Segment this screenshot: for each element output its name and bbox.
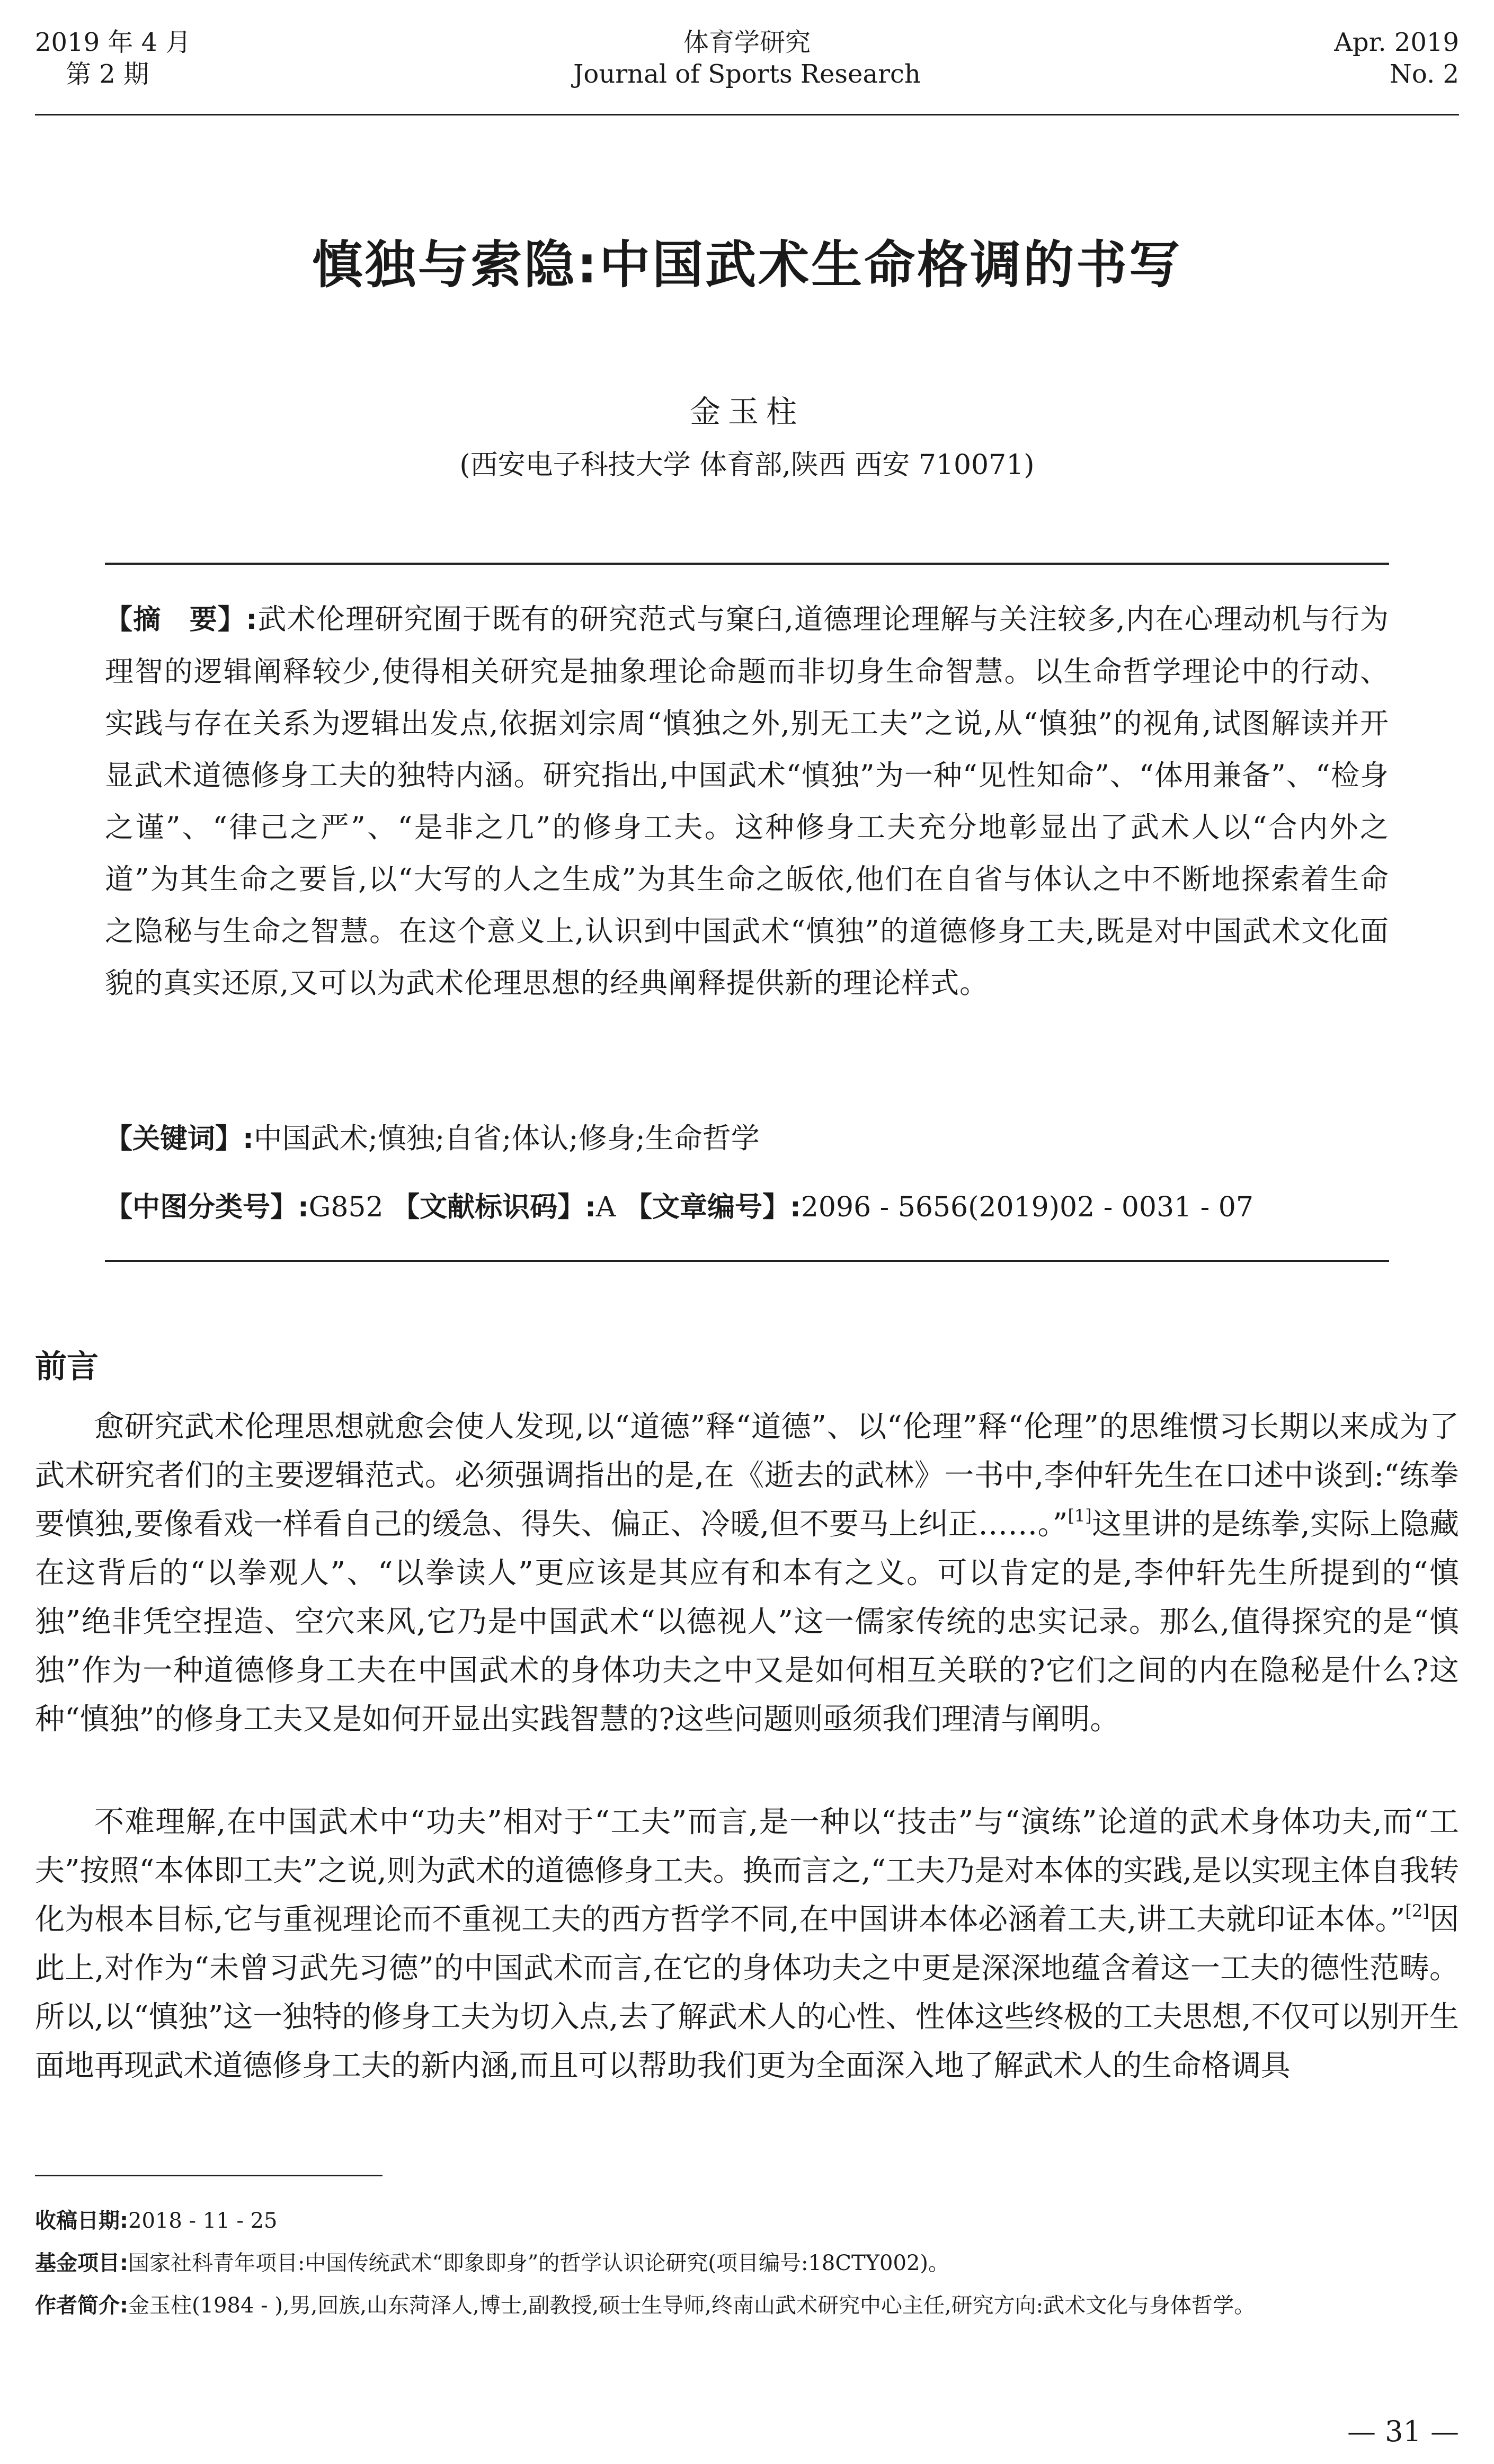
footnote-received <box>35 2204 1459 2238</box>
citation-ref[interactable]: [2] <box>1405 1901 1429 1921</box>
body-paragraph <box>35 1403 1459 1744</box>
fund-text: 国家社科青年项目:中国传统武术“即象即身”的哲学认识论研究(项目编号:18CTY002)。 <box>128 2251 949 2275</box>
doc-code-value: A <box>595 1191 616 1223</box>
journal-name-cn: 体育学研究 <box>683 28 811 57</box>
classification-line <box>105 1181 1389 1233</box>
header-divider <box>35 114 1459 115</box>
fund-label: 基金项目: <box>35 2251 128 2275</box>
paragraph-text: 愈研究武术伦理思想就愈会使人发现,以“道德”释“道德”、以“伦理”释“伦理”的思维惯习长期以来成为了武术研究者们的主要逻辑范式。必须强调指出的是,在《逝去的武林》一书中,李仲轩先生在口述中谈到:“练拳要慎独,要像看戏一样看自己的缓急、得失、偏正、冷暖,但不要马上纠正……。” <box>35 1410 1459 1542</box>
bio-label: 作者简介: <box>35 2293 128 2318</box>
abstract-text: 武术伦理研究囿于既有的研究范式与窠臼,道德理论理解与关注较多,内在心理动机与行为理智的逻辑阐释较少,使得相关研究是抽象理论命题而非切身生命智慧。以生命哲学理论中的行动、实践与存在关系为逻辑出发点,依据刘宗周“慎独之外,别无工夫”之说,从“慎独”的视角,试图解读并开显武术道德修身工夫的独特内涵。研究指出,中国武术“慎独”为一种“见性知命”、“体用兼备”、“检身之谨”、“律己之严”、“是非之几”的修身工夫。这种修身工夫充分地彰显出了武术人以“合内外之道”为其生命之要旨,以“大写的人之生成”为其生命之皈依,他们在自省与体认之中不断地探索着生命之隐秘与生命之智慧。在这个意义上,认识到中国武术“慎独”的道德修身工夫,既是对中国武术文化面貌的真实还原,又可以为武术伦理思想的经典阐释提供新的理论样式。 <box>105 602 1390 1000</box>
header-issue: 第 2 期 <box>66 59 149 89</box>
received-label: 收稿日期: <box>35 2209 128 2233</box>
abstract <box>105 593 1389 1009</box>
journal-date-issue-en <box>1334 26 1459 90</box>
author-affiliation: (西安电子科技大学 体育部,陕西 西安 710071) <box>459 449 1035 481</box>
footnote-divider <box>35 2175 383 2176</box>
body-paragraph <box>35 1798 1459 2091</box>
clc-value: G852 <box>308 1191 384 1223</box>
doc-code-label: 【文献标识码】: <box>392 1191 596 1223</box>
header-date-en: Apr. 2019 <box>1334 28 1459 57</box>
section-title: 前言 <box>35 1348 99 1385</box>
paragraph-text: 因此上,对作为“未曾习武先习德”的中国武术而言,在它的身体功夫之中更是深深地蕴含着这一工夫的德性范畴。所以,以“慎独”这一独特的修身工夫为切入点,去了解武术人的心性、性体这些终极的工夫思想,不仅可以别开生面地再现武术道德修身工夫的新内涵,而且可以帮助我们更为全面深入地了解武术人的生命格调具 <box>35 1902 1460 2083</box>
header-issue-en: No. 2 <box>1389 59 1459 89</box>
paragraph-text: 这里讲的是练拳,实际上隐藏在这背后的“以拳观人”、“以拳读人”更应该是其应有和本有之义。可以肯定的是,李仲轩先生所提到的“慎独”绝非凭空捏造、空穴来风,它乃是中国武术“以德视人”这一儒家传统的忠实记录。那么,值得探究的是“慎独”作为一种道德修身工夫在中国武术的身体功夫之中又是如何相互关联的?它们之间的内在隐秘是什么?这种“慎独”的修身工夫又是如何开显出实践智慧的?这些问题则亟须我们理清与阐明。 <box>35 1507 1459 1737</box>
abstract-bottom-rule <box>105 1260 1389 1262</box>
header-date: 2019 年 4 月 <box>35 28 191 57</box>
article-author: 金玉柱 <box>689 394 804 430</box>
abstract-top-rule <box>105 563 1389 565</box>
article-number-value: 2096 - 5656(2019)02 - 0031 - 07 <box>801 1191 1253 1223</box>
abstract-label: 【摘 要】: <box>105 604 258 636</box>
clc-label: 【中图分类号】: <box>105 1191 309 1223</box>
journal-name <box>0 26 1494 90</box>
journal-name-en: Journal of Sports Research <box>573 59 921 89</box>
keywords-label: 【关键词】: <box>105 1123 254 1155</box>
article-number-label: 【文章编号】: <box>625 1191 801 1223</box>
citation-ref[interactable]: [1] <box>1068 1506 1092 1526</box>
article-title: 慎独与索隐:中国武术生命格调的书写 <box>312 235 1182 295</box>
footnote-author-bio <box>35 2289 1459 2323</box>
paragraph-text: 不难理解,在中国武术中“功夫”相对于“工夫”而言,是一种以“技击”与“演练”论道的武术身体功夫,而“工夫”按照“本体即工夫”之说,则为武术的道德修身工夫。换而言之,“工夫乃是对本体的实践,是以实现主体自我转化为根本目标,它与重视理论而不重视工夫的西方哲学不同,在中国讲本体必涵着工夫,讲工夫就印证本体。” <box>35 1805 1459 1937</box>
keywords <box>105 1113 1389 1165</box>
received-date: 2018 - 11 - 25 <box>128 2209 278 2233</box>
footnote-fund <box>35 2246 1459 2280</box>
page-number: — 31 — <box>1347 2415 1459 2448</box>
bio-text: 金玉柱(1984 - ),男,回族,山东菏泽人,博士,副教授,硕士生导师,终南山武术研究中心主任,研究方向:武术文化与身体哲学。 <box>128 2293 1256 2318</box>
keywords-text: 中国武术;慎独;自省;体认;修身;生命哲学 <box>253 1122 760 1155</box>
